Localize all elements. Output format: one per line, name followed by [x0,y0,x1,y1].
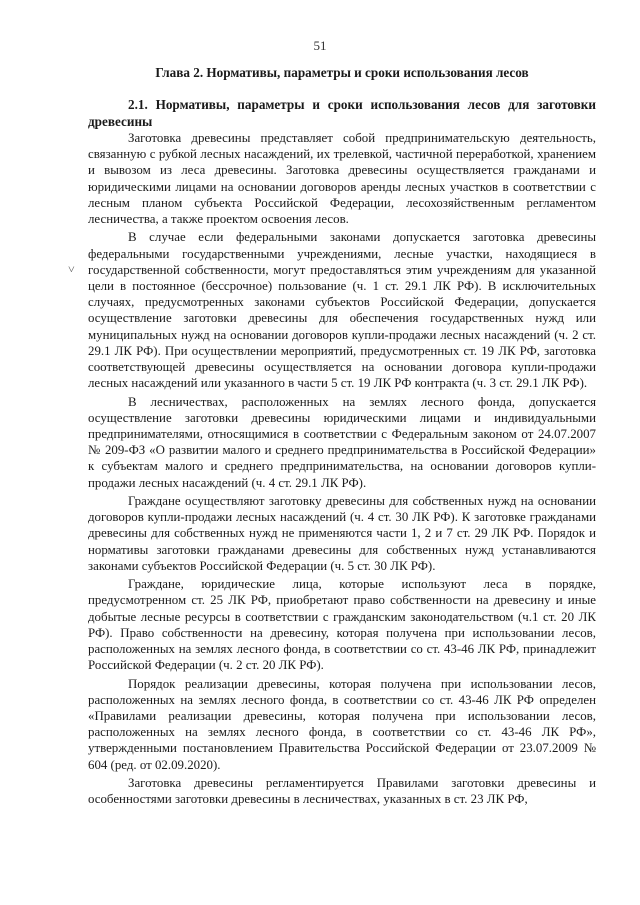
chapter-title: Глава 2. Нормативы, параметры и сроки использования лесов [155,65,529,80]
margin-mark: ˅ [68,262,75,276]
paragraph-4: Граждане осуществляют заготовку древесины для собственных нужд на основании договоров купли-продажи лесных насаждений (ч. 4 ст. 30 ЛК РФ). К заготовке гражданами древесины для собственных нужд не применяются части 1, 2 и 7 ст. 29 ЛК РФ. Порядок и нормативы заготовки гражданами древесины для собственных нужд устанавливаются законами субъектов Российской Федерации (ч. 5 ст. 30 ЛК РФ). [88,494,596,573]
section-title: 2.1. Нормативы, параметры и сроки использования лесов для заготовки древесины [88,97,596,129]
paragraph-5: Граждане, юридические лица, которые используют леса в порядке, предусмотренном ст. 25 ЛК РФ, приобретают право собственности на древесину и иные добытые лесные ресурсы в соответствии с гражданским законодательством (ч.1 ст. 20 ЛК РФ). Право собственности на древесину, которая получена при использовании лесов, расположенных на землях лесного фонда, в соответствии со ст. 43-46 ЛК РФ, принадлежит Российской Федерации (ч. 2 ст. 20 ЛК РФ). [88,577,596,673]
paragraph-1: Заготовка древесины представляет собой предпринимательскую деятельность, связанную с рубкой лесных насаждений, их трелевкой, частичной переработкой, хранением и вывозом из леса древесины. Заготовка древесины осуществляется гражданами и юридическими лицами на основании договоров аренды лесных участков в соответствии с лесным планом субъекта Российской Федерации, лесохозяйственным регламентом лесничества, а также проектом освоения лесов. [88,131,596,227]
page-content [88,64,596,810]
paragraph-6: Порядок реализации древесины, которая получена при использовании лесов, расположенных на землях лесного фонда, в соответствии со ст. 43-46 ЛК РФ определен «Правилами реализации древесины, которая получена при использовании лесов, расположенных на землях лесного фонда, в соответствии со ст. 43-46 ЛК РФ», утвержденными постановлением Правительства Российской Федерации от 23.07.2009 № 604 (ред. от 02.09.2020). [88,676,596,772]
paragraph-7: Заготовка древесины регламентируется Правилами заготовки древесины и особенностями заготовки древесины в лесничествах, указанных в ст. 23 ЛК РФ, [88,776,596,807]
paragraph-2: В случае если федеральными законами допускается заготовка древесины федеральными государственными учреждениями, лесные участки, находящиеся в государственной собственности, могут предоставляться этим учреждениям для указанной цели в постоянное (бессрочное) пользование (ч. 1 ст. 29.1 ЛК РФ). В исключительных случаях, предусмотренных законами субъектов Российской Федерации, допускается осуществление заготовки древесины для обеспечения государственных нужд или муниципальных нужд на основании договоров купли-продажи лесных насаждений (ч. 2 ст. 29.1 ЛК РФ). При осуществлении мероприятий, предусмотренных ст. 19 ЛК РФ, заготовка соответствующей древесины осуществляется на основании договора купли-продажи лесных насаждений или указанного в части 5 ст. 19 ЛК РФ контракта (ч. 3 ст. 29.1 ЛК РФ). [88,230,596,391]
page-number: 51 [313,38,327,53]
paragraph-3: В лесничествах, расположенных на землях лесного фонда, допускается осуществление заготовки древесины юридическими лицами и индивидуальными предпринимателями, относящимися в соответствии с Федеральным законом от 24.07.2007 № 209-ФЗ «О развитии малого и среднего предпринимательства в Российской Федерации» к субъектам малого и среднего предпринимательства, на основании договоров купли-продажи лесных насаждений (ч. 4 ст. 29.1 ЛК РФ). [88,394,596,490]
